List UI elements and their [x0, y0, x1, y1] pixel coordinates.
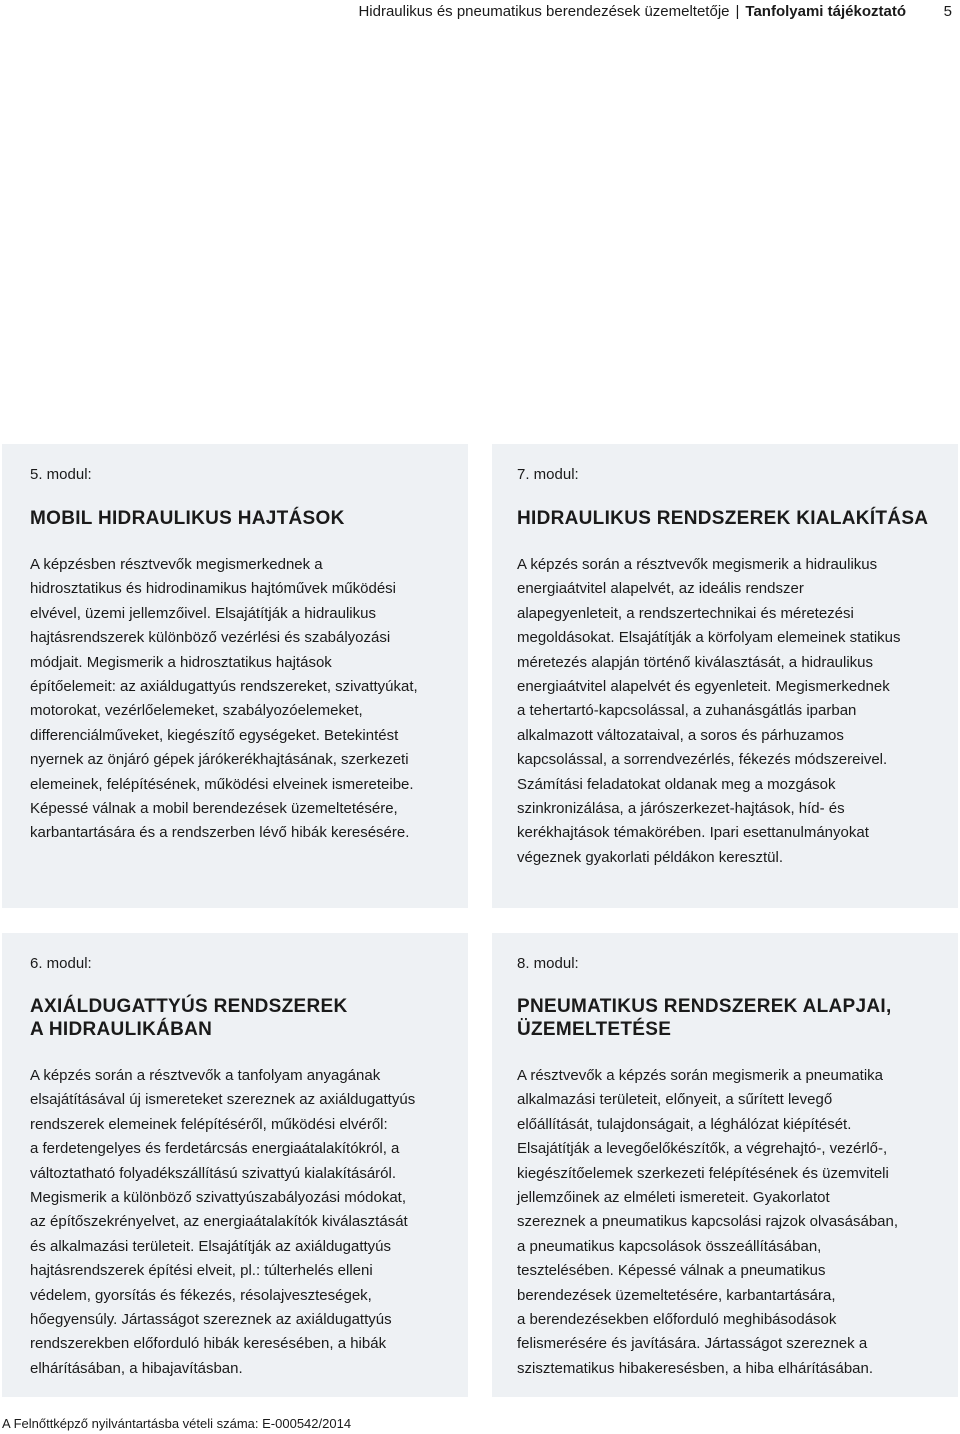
module-card-6	[2, 933, 468, 1397]
page-number: 5	[943, 3, 952, 20]
header-separator: |	[735, 3, 740, 20]
module-title: AXIÁLDUGATTYÚS RENDSZEREK A HIDRAULIKÁBAN	[30, 996, 348, 1040]
module-description: A képzés során a résztvevők a tanfolyam anyagának elsajátításával új ismereteket szereznek az axiáldugattyús rendszerek elemeinek felépítéséről, működési elvéről: a ferdetengelyes és ferdetárcsás energiaátalakítókról, a változtatható folyadékszállítású szivattyú kialakításáról. Megismerik a különböző szivattyúszabályozási módokat, az építőszekrényelvet, az energiaátalakítók kiválasztását és alkalmazási területeit. Elsajátítják az axiáldugattyús hajtásrendszerek építési elveit, pl.: túlterhelés elleni védelem, gyorsítás és fékezés, résolajveszteségek, hőegyensúly. Jártasságot szereznek az axiáldugattyús rendszerekben előforduló hibák keresésében, a hibák elhárításában, a hibajavításban.	[30, 1067, 416, 1377]
module-description: A képzés során a résztvevők megismerik a hidraulikus energiaátvitel alapelvét, az ideális rendszer alapegyenleteit, a rendszertechnikai és méretezési megoldásokat. Elsajátítják a körfolyam elemeinek statikus méretezés alapján történő kiválasztását, a hidraulikus energiaátvitel alapelvét és egyenleteit. Megismerkednek a tehertartó-kapcsolással, a zuhanásgátlás iparban alkalmazott változataival, a soros és párhuzamos kapcsolással, a sorrendvezérlés, fékezés módszereivel. Számítási feladatokat oldanak meg a mozgások szinkronizálása, a járószerkezet-hajtások, híd- és kerékhajtások témakörében. Ipari esettanulmányokat végeznek gyakorlati példákon keresztül.	[517, 556, 901, 866]
module-title: HIDRAULIKUS RENDSZEREK KIALAKÍTÁSA	[517, 508, 929, 529]
document-title: Hidraulikus és pneumatikus berendezések üzemeltetője	[358, 3, 730, 20]
module-card-5	[2, 444, 468, 908]
module-card-8	[492, 933, 958, 1397]
module-description: A résztvevők a képzés során megismerik a pneumatika alkalmazási területeit, előnyeit, a sűrített levegő előállítását, tulajdonságait, a léghálózat kiépítését. Elsajátítják a levegőelőkészítők, a végrehajtó-, vezérlő-, kiegészítőelemek szerkezeti felépítésének és üzemviteli jellemzőinek az elméleti ismereteit. Gyakorlatot szereznek a pneumatikus kapcsolási rajzok olvasásában, a pneumatikus kapcsolások összeállításában, tesztelésében. Képessé válnak a pneumatikus berendezések üzemeltetésére, karbantartására, a berendezésekben előforduló meghibásodások felismerésére és javítására. Jártasságot szereznek a szisztematikus hibakeresésben, a hiba elhárításában.	[517, 1067, 899, 1377]
document-subtitle: Tanfolyami tájékoztató	[745, 3, 906, 20]
module-label: 7. modul:	[517, 466, 579, 483]
registration-footer: A Felnőttképző nyilvántartásba vételi száma: E-000542/2014	[2, 1416, 352, 1431]
header-title	[358, 0, 906, 24]
module-description: A képzésben résztvevők megismerkednek a hidrosztatikus és hidrodinamikus hajtóművek működési elvével, üzemi jellemzőivel. Elsajátítják a hidraulikus hajtásrendszerek különböző vezérlési és szabályozási módjait. Megismerik a hidrosztatikus hajtások építőelemeit: az axiáldugattyús rendszereket, szivattyúkat, motorokat, vezérlőelemeket, szabályozóelemeket, differenciálműveket, kiegészítő egységeket. Betekintést nyernek az önjáró gépek járókerékhajtásának, szerkezeti elemeinek, felépítésének, működési elveinek ismereteibe. Képessé válnak a mobil berendezések üzemeltetésére, karbantartására és a rendszerben lévő hibák keresésére.	[30, 556, 418, 842]
module-label: 5. modul:	[30, 466, 92, 483]
module-label: 8. modul:	[517, 955, 579, 972]
page-header	[0, 0, 960, 28]
module-title: MOBIL HIDRAULIKUS HAJTÁSOK	[30, 508, 345, 529]
module-title: PNEUMATIKUS RENDSZEREK ALAPJAI, ÜZEMELTETÉSE	[517, 996, 892, 1040]
module-card-7	[492, 444, 958, 908]
module-label: 6. modul:	[30, 955, 92, 972]
